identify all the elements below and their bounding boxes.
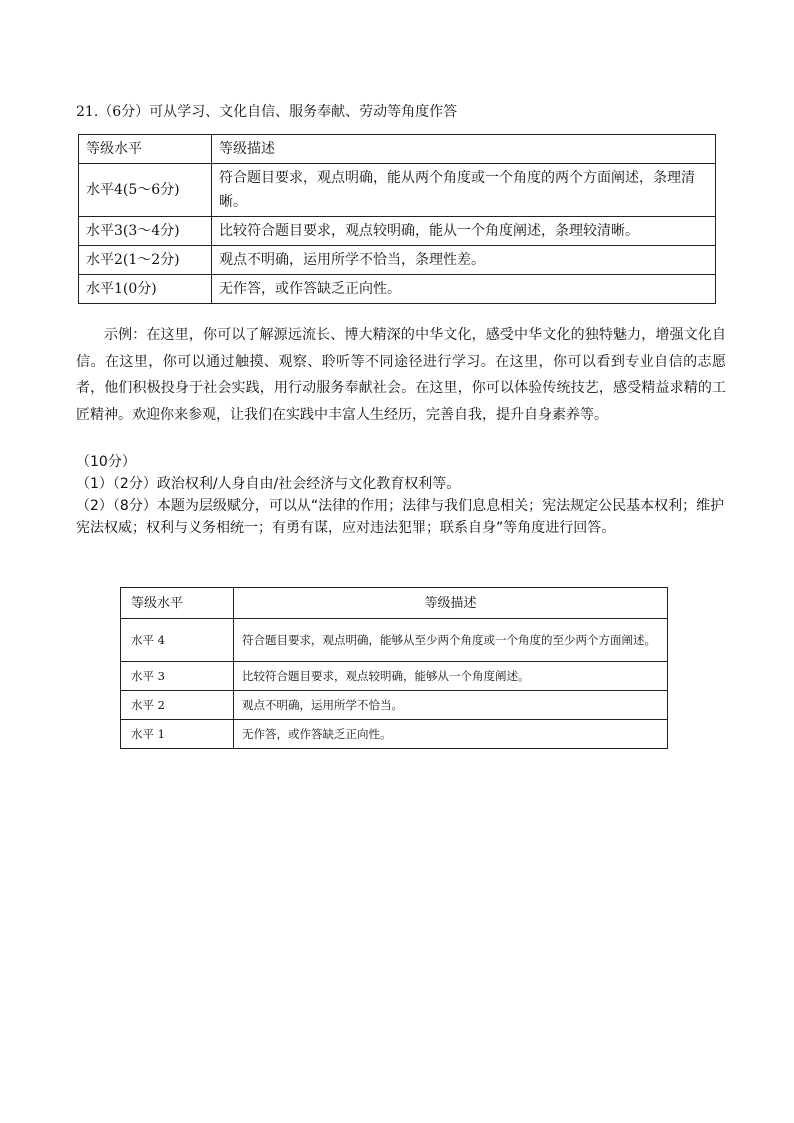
grading-table-q21 xyxy=(78,134,716,304)
table-header-row xyxy=(79,135,716,164)
level-cell: 水平3(3～4分) xyxy=(79,217,212,246)
level-cell: 水平 2 xyxy=(121,691,234,720)
header-level: 等级水平 xyxy=(121,588,234,619)
table-row xyxy=(121,619,668,662)
header-description: 等级描述 xyxy=(212,135,716,164)
example-answer: 示例：在这里，你可以了解源远流长、博大精深的中华文化，感受中华文化的独特魅力，增强文化自信。在这里，你可以通过触摸、观察、聆听等不同途径进行学习。在这里，你可以看到专业自信的志愿者，他们积极投身于社会实践，用行动服务奉献社会。在这里，你可以体验传统技艺，感受精益求精的工匠精神。欢迎你来参观，让我们在实践中丰富人生经历，完善自我，提升自身素养等。 xyxy=(76,327,726,423)
sub-question-1: （1）（2分）政治权利/人身自由/社会经济与文化教育权利等。 xyxy=(76,476,461,492)
level-cell: 水平1(0分) xyxy=(79,275,212,304)
level-cell: 水平 3 xyxy=(121,662,234,691)
table-row xyxy=(79,164,716,217)
description-cell: 观点不明确，运用所学不恰当，条理性差。 xyxy=(212,246,716,275)
question-21-title: 21.（6分）可从学习、文化自信、服务奉献、劳动等角度作答 xyxy=(76,104,458,120)
grading-table-law xyxy=(120,587,668,749)
question-10-points-section xyxy=(76,451,736,539)
description-cell: 无作答，或作答缺乏正向性。 xyxy=(212,275,716,304)
table-row xyxy=(79,246,716,275)
description-cell: 比较符合题目要求，观点较明确，能够从一个角度阐述。 xyxy=(234,662,668,691)
table-row xyxy=(121,691,668,720)
description-cell: 符合题目要求，观点明确，能够从至少两个角度或一个角度的至少两个方面阐述。 xyxy=(234,619,668,662)
table-row xyxy=(121,720,668,749)
table-header-row xyxy=(121,588,668,619)
description-cell: 比较符合题目要求，观点较明确，能从一个角度阐述，条理较清晰。 xyxy=(212,217,716,246)
level-cell: 水平2(1～2分) xyxy=(79,246,212,275)
sub-question-2: （2）（8分）本题为层级赋分，可以从“法律的作用；法律与我们息息相关；宪法规定公民基本权利；维护宪法权威；权利与义务相统一；有勇有谋，应对违法犯罪；联系自身”等角度进行回答。 xyxy=(76,498,725,536)
level-cell: 水平 1 xyxy=(121,720,234,749)
header-description: 等级描述 xyxy=(234,588,668,619)
header-level: 等级水平 xyxy=(79,135,212,164)
description-cell: 符合题目要求，观点明确，能从两个角度或一个角度的两个方面阐述，条理清晰。 xyxy=(212,164,716,217)
level-cell: 水平4(5～6分) xyxy=(79,164,212,217)
table-row xyxy=(79,217,716,246)
table-row xyxy=(121,662,668,691)
description-cell: 观点不明确，运用所学不恰当。 xyxy=(234,691,668,720)
description-cell: 无作答，或作答缺乏正向性。 xyxy=(234,720,668,749)
level-cell: 水平 4 xyxy=(121,619,234,662)
table-row xyxy=(79,275,716,304)
score-label: （10分） xyxy=(76,454,136,470)
